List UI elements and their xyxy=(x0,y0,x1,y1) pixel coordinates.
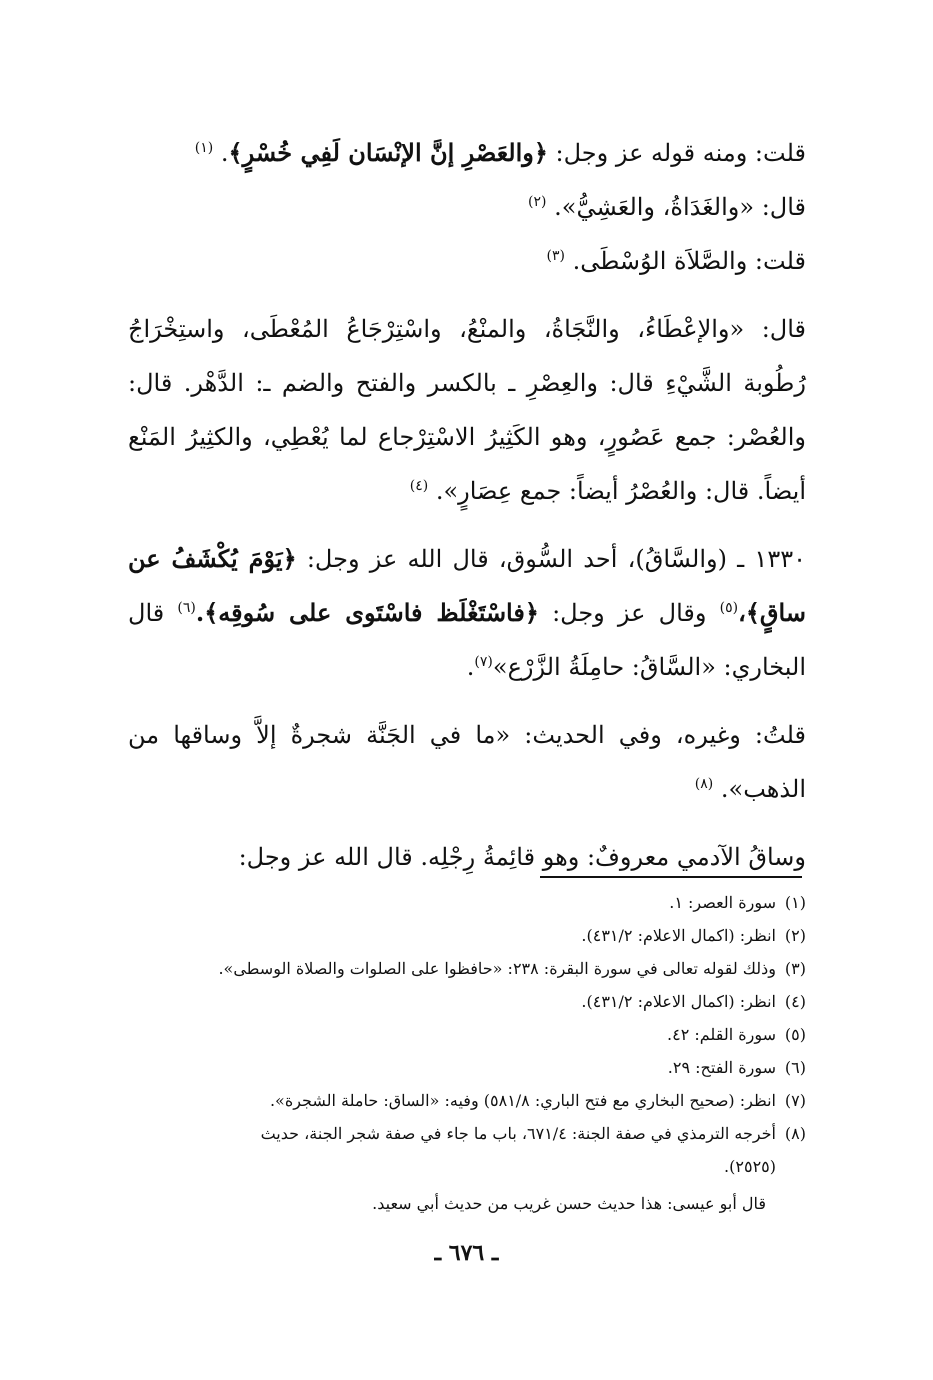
footnote-5 xyxy=(128,1018,806,1051)
paragraph-6 xyxy=(128,708,806,816)
footnote-4 xyxy=(128,985,806,1018)
footnote-ref-5: (٥) xyxy=(719,600,739,616)
footnote-divider xyxy=(540,876,802,878)
paragraph-5: ١٣٣٠ ـ (والسَّاقُ)، أحد السُّوق، قال الله عز وجل: ﴿يَوْمَ يُكْشَفُ عن ساقٍ﴾،$^{(٥)}$ وقال عز وجل: ﴿فاسْتَغْلَظ فاسْتَوى على سُوقِه﴾.$^{(٦)}$ قال البخاري: «السَّاقُ: حامِلَةُ الزَّرْع»$^{(٧)}$. xyxy=(128,544,806,681)
footnote-7 xyxy=(128,1084,806,1117)
text-span: ١٣٣٠ ـ (والسَّاقُ)، أحد السُّوق، قال الله عز وجل: xyxy=(306,545,806,573)
footnote-ref-7: (٧) xyxy=(474,654,493,670)
footnote-text: سورة الفتح: ٢٩. xyxy=(667,1058,776,1077)
text-span: قال: «والإعْطَاءُ، والنَّجَاةُ، والمنْعُ، واسْتِرْجَاعُ المُعْطَى، واستِخْرَاجُ رُطُوبة الشَّيْءِ قال: والعِصْرِ ـ بالكسر والفتح والضم ـ: الدَّهْر. قال: والعُصْر: جمع عَصُورٍ، وهو الكَثِيرُ الاسْتِرْجاع لما يُعْطِي، والكثِيرُ المَنْع أيضاً. قال: والعُصْرُ أيضاً: جمع عِصَارٍ». xyxy=(128,315,806,505)
footnote-number: (١) xyxy=(784,893,806,912)
paragraph-4 xyxy=(128,302,806,518)
footnote-6 xyxy=(128,1051,806,1084)
paragraph-3 xyxy=(128,234,806,288)
footnotes xyxy=(128,886,806,1220)
footnote-8 xyxy=(128,1117,806,1150)
footnote-2 xyxy=(128,919,806,952)
page-number: ـ ٦٧٦ ـ xyxy=(434,1240,499,1266)
footnote-text: سورة القلم: ٤٢. xyxy=(667,1025,776,1044)
footnote-text: سورة العصر: ١. xyxy=(669,893,776,912)
footnote-text: انظر: (صحيح البخاري مع فتح الباري: ٥٨١/٨) وفيه: «الساق: حاملة الشجرة». xyxy=(269,1091,776,1110)
footnote-number: (٤) xyxy=(784,992,806,1011)
text-span: قال: «والغَدَاةُ، والعَشِيُّ». xyxy=(554,193,806,221)
footnote-text: انظر: (اكمال الاعلام: ٤٣١/٢). xyxy=(581,992,776,1011)
text-span: قلت: والصَّلاَة الوُسْطَى. xyxy=(572,247,806,275)
quran-quote: ﴿والعَصْرِ إنَّ الإنْسَان لَفِي خُسْرٍ﴾ xyxy=(228,138,548,167)
main-text xyxy=(128,126,806,884)
footnote-ref-8: (٨) xyxy=(694,776,714,792)
text-span: قلت: ومنه قوله عز وجل: xyxy=(555,139,806,167)
footnote-number: (٧) xyxy=(784,1091,806,1110)
footnote-text: أخرجه الترمذي في صفة الجنة: ٦٧١/٤، باب ما جاء في صفة شجر الجنة، حديث xyxy=(260,1124,776,1143)
text-span: وساقُ الآدمي معروفٌ: وهو قائِمةُ رِجْلِه. قال الله عز وجل: xyxy=(238,843,806,871)
footnote-ref-2: (٢) xyxy=(528,194,547,210)
quran-quote: ﴿يَوْمَ يُكْشَفُ عن ساقٍ﴾، xyxy=(128,544,806,627)
footnote-number: (٥) xyxy=(784,1025,806,1044)
footnote-number: (٨) xyxy=(784,1124,806,1143)
footnote-ref-6: (٦) xyxy=(177,600,196,616)
footnote-8-continuation: (٢٥٢٥). xyxy=(724,1157,776,1176)
text-span: قال البخاري: «السَّاقُ: حامِلَةُ الزَّرْع» xyxy=(128,599,806,681)
text-span: وقال عز وجل: xyxy=(552,599,707,627)
paragraph-1: قلت: ومنه قوله عز وجل: ﴿والعَصْرِ إنَّ الإنْسَان لَفِي خُسْرٍ﴾. $^{(١)}$ xyxy=(194,138,806,167)
footnote-ref-1: (١) xyxy=(194,140,214,156)
quran-quote: ﴿فاسْتَغْلَظ فاسْتَوى على سُوقِه﴾. xyxy=(195,598,539,627)
paragraph-2 xyxy=(128,180,806,234)
footnote-ref-3: (٣) xyxy=(546,248,565,264)
footnote-text: انظر: (اكمال الاعلام: ٤٣١/٢). xyxy=(581,926,776,945)
footnote-3 xyxy=(128,952,806,985)
text-span: قلتُ: وغيره، وفي الحديث: «ما في الجَنَّة شجرةٌ إلاَّ وساقها من الذهب». xyxy=(128,721,806,803)
footnote-number: (٢) xyxy=(784,926,806,945)
footnote-number: (٣) xyxy=(784,959,806,978)
footnote-ref-4: (٤) xyxy=(409,478,429,494)
footnote-number: (٦) xyxy=(784,1058,806,1077)
footnote-8-note: قال أبو عيسى: هذا حديث حسن غريب من حديث أبي سعيد. xyxy=(372,1194,766,1213)
footnote-text: وذلك لقوله تعالى في سورة البقرة: ٢٣٨: «حافظوا على الصلوات والصلاة الوسطى». xyxy=(218,959,776,978)
footnote-1 xyxy=(128,886,806,919)
